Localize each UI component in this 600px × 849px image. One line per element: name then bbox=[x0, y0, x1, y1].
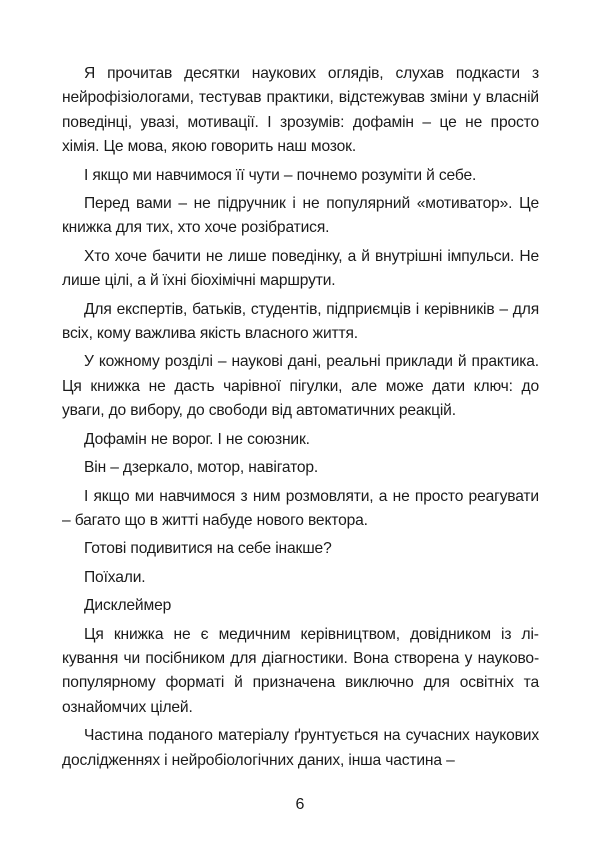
paragraph-disclaimer-sources: Частина поданого матеріалу ґрунтується на сучасних наукових дослідженнях і нейробіологічних даних, інша частина – bbox=[62, 727, 539, 769]
paragraph-mirror-motor: Він – дзеркало, мотор, навігатор. bbox=[84, 459, 319, 477]
paragraph-inner-impulses: Хто хоче бачити не лише поведінку, а й внутрішні імпульси. Не лише цілі, а й їхні біохімічні маршрути. bbox=[62, 247, 539, 290]
paragraph-learn-to-hear: І якщо ми навчимося її чути – почнемо розуміти й себе. bbox=[84, 166, 477, 184]
paragraph-each-chapter: У кожному розділі – наукові дані, реальні приклади й практика. Ця книжка не дасть чарівної пігулки, але може дати ключ: до уваги, до вибору, до свободи від автоматичних реакцій. bbox=[62, 353, 539, 420]
paragraph-talk-to-it: І якщо ми навчимося з ним розмовляти, а не просто реагувати – багато що в житті набуде нового вектора. bbox=[62, 487, 539, 529]
paragraph-not-textbook: Перед вами – не підручник і не популярний «мотиватор». Це книжка для тих, хто хоче розібратися. bbox=[62, 195, 539, 237]
paragraph-intro-research: Я прочитав десятки наукових оглядів, слухав подкасти з нейрофізіологами, тестував практики, відстежував зміни у власній поведінці, увазі, мотивації. І зрозумів: дофамін – це не просто хімія. Це мова, якою говорить наш мозок. bbox=[62, 65, 539, 156]
paragraph-audience: Для експертів, батьків, студентів, підприємців і керівників – для всіх, кому важлива якість власного життя. bbox=[62, 300, 539, 343]
book-page-body bbox=[62, 62, 539, 777]
paragraph-ready: Готові подивитися на себе інакше? bbox=[84, 540, 332, 558]
paragraph-not-enemy: Дофамін не ворог. І не союзник. bbox=[84, 430, 310, 448]
page-number: 6 bbox=[295, 796, 305, 813]
disclaimer-heading: Дисклеймер bbox=[84, 597, 172, 615]
paragraph-lets-go: Поїхали. bbox=[84, 568, 146, 586]
paragraph-disclaimer-not-medical: Ця книжка не є медичним керівництвом, довідником із лікування чи посібником для діагностики. Вона створена у науково-популярному форматі й призначена виключно для освітніх та ознайомчих цілей. bbox=[62, 625, 539, 716]
